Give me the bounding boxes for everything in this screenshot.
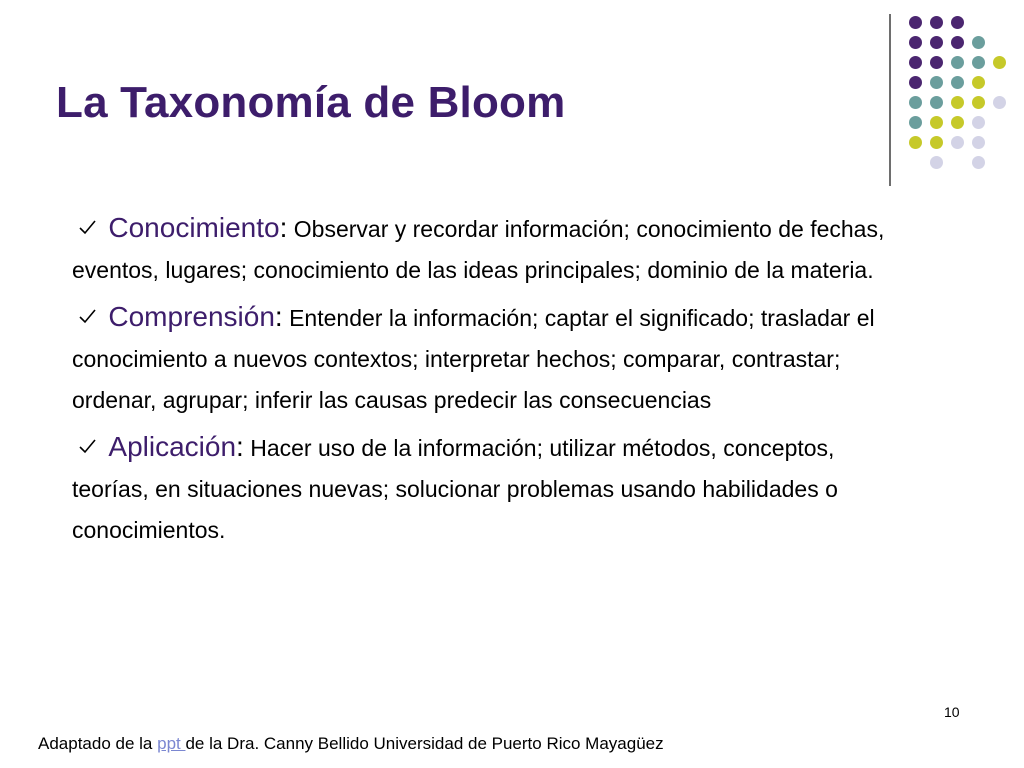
- dot-purple: [909, 36, 922, 49]
- dot-purple: [909, 56, 922, 69]
- bullet-text: Hacer uso de la información; utilizar métodos, conceptos, teorías, en situaciones nuevas; solucionar problemas usando habilidades o conocimientos.: [72, 435, 838, 543]
- dot-teal: [930, 76, 943, 89]
- bullet-colon: :: [236, 431, 244, 462]
- dot-lavender: [972, 156, 985, 169]
- bullet-comprension: [72, 296, 892, 421]
- dot-lime: [951, 116, 964, 129]
- dot-teal: [909, 116, 922, 129]
- dot-lime: [972, 76, 985, 89]
- dot-purple: [930, 36, 943, 49]
- dot-purple: [930, 56, 943, 69]
- dot-lime: [930, 116, 943, 129]
- bullet-aplicacion: [72, 426, 892, 551]
- bullet-colon: :: [279, 212, 288, 243]
- dot-purple: [930, 16, 943, 29]
- bullet-text: Entender la información; captar el significado; trasladar el conocimiento a nuevos contextos; interpretar hechos; comparar, contrastar; ordenar, agrupar; inferir las causas predecir las consecuencias: [72, 305, 875, 413]
- slide-title: La Taxonomía de Bloom: [56, 78, 566, 127]
- dot-lime: [993, 56, 1006, 69]
- dot-purple: [951, 36, 964, 49]
- dot-lime: [951, 96, 964, 109]
- bullet-term: Comprensión: [108, 301, 275, 332]
- dot-purple: [909, 16, 922, 29]
- footer-text-before: Adaptado de la: [38, 734, 158, 753]
- bullet-colon: :: [274, 301, 283, 332]
- bullet-list: [72, 207, 892, 556]
- dot-purple: [909, 76, 922, 89]
- dot-lime: [972, 96, 985, 109]
- bullet-term: Conocimiento: [108, 212, 280, 243]
- dot-lavender: [972, 116, 985, 129]
- dot-lime: [930, 136, 943, 149]
- checkmark-icon: [76, 306, 100, 326]
- dot-teal: [951, 76, 964, 89]
- dot-lavender: [951, 136, 964, 149]
- dot-teal: [972, 56, 985, 69]
- footer-credit: [38, 734, 664, 754]
- dot-lime: [909, 136, 922, 149]
- dot-lavender: [930, 156, 943, 169]
- dot-teal: [951, 56, 964, 69]
- dot-lavender: [972, 136, 985, 149]
- dot-purple: [951, 16, 964, 29]
- dot-grid-decoration: [0, 0, 1024, 200]
- bullet-term: Aplicación: [108, 431, 237, 462]
- ppt-link[interactable]: ppt: [157, 734, 186, 753]
- footer-text-after: de la Dra. Canny Bellido Universidad de Puerto Rico Mayagüez: [185, 734, 664, 753]
- dot-lavender: [993, 96, 1006, 109]
- dot-teal: [972, 36, 985, 49]
- dot-teal: [909, 96, 922, 109]
- bullet-conocimiento: [72, 207, 892, 291]
- checkmark-icon: [76, 436, 100, 456]
- dot-teal: [930, 96, 943, 109]
- checkmark-icon: [76, 217, 100, 237]
- page-number: 10: [944, 704, 960, 720]
- bullet-text: Observar y recordar información; conocimiento de fechas, eventos, lugares; conocimiento de las ideas principales; dominio de la materia.: [72, 216, 885, 283]
